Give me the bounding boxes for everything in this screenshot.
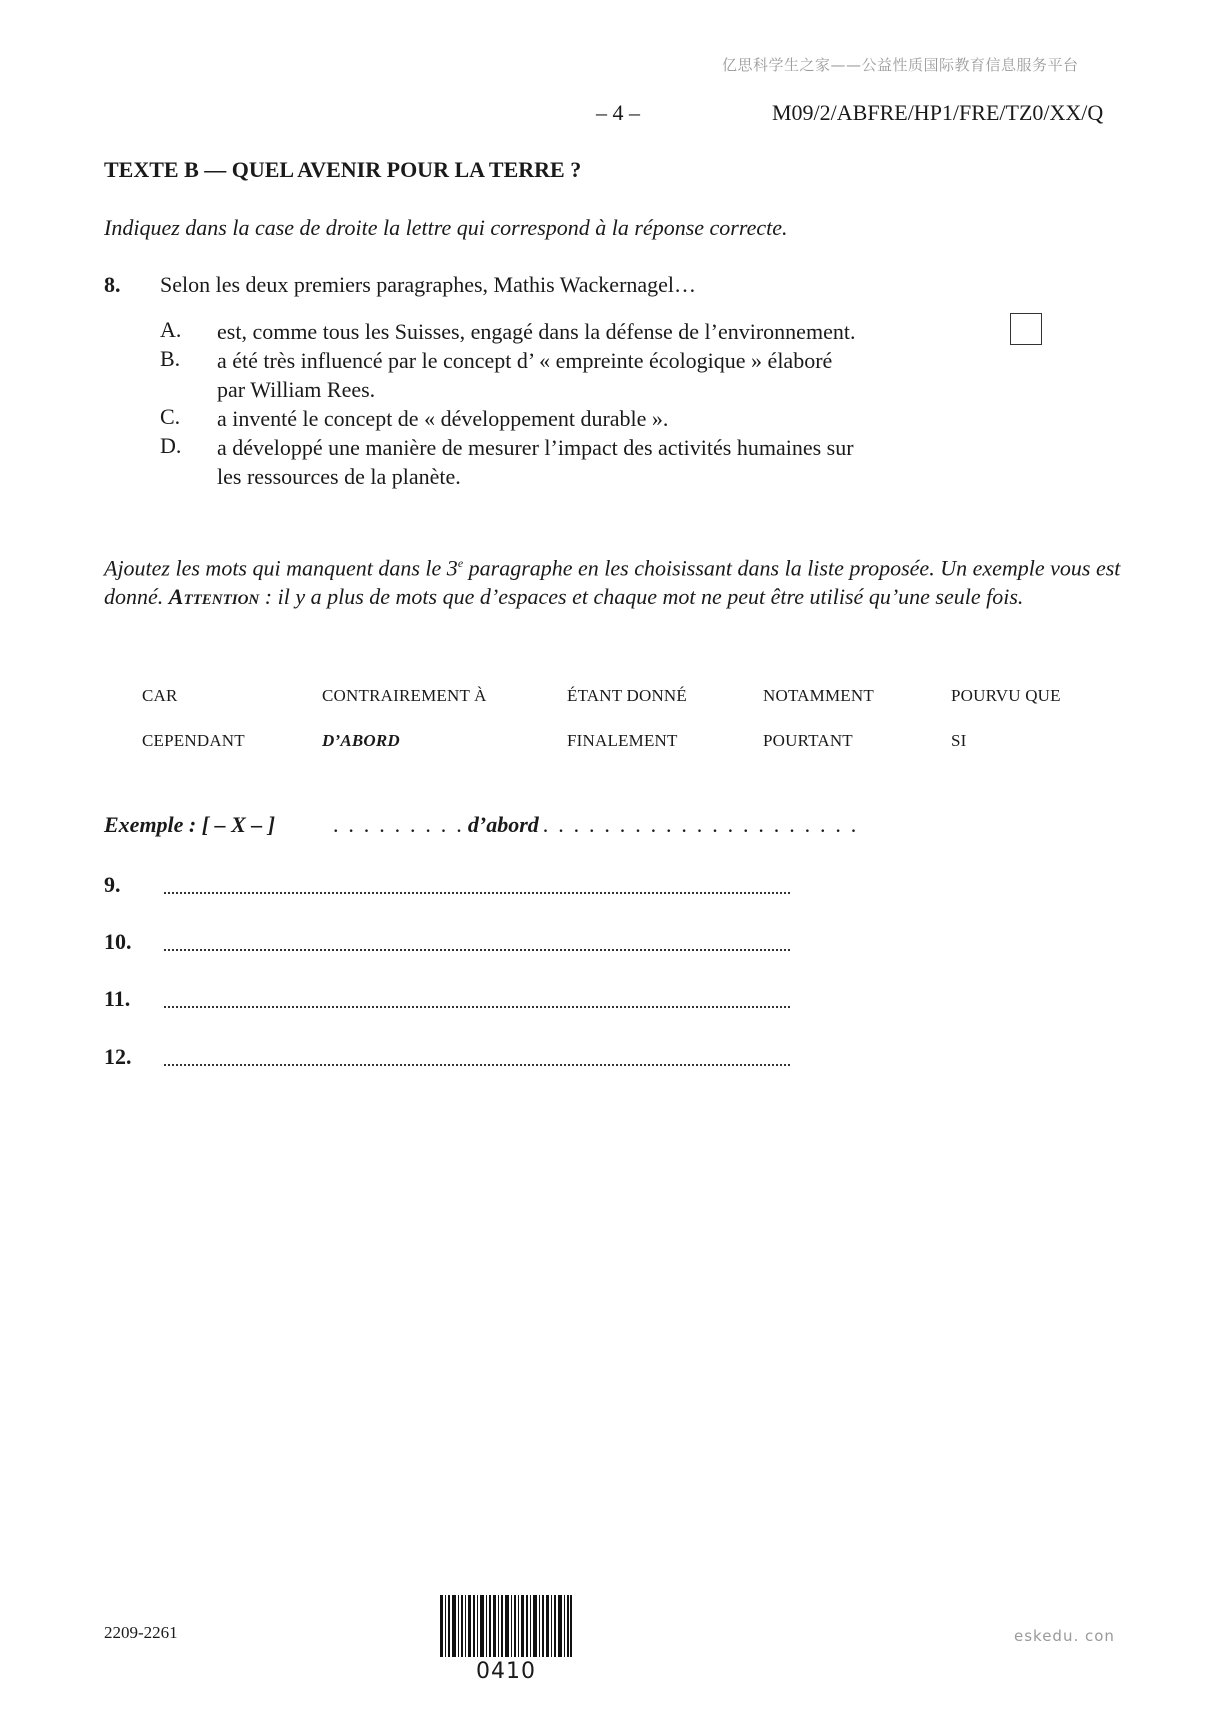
option-letter-d: D. bbox=[160, 433, 182, 458]
word-finalement: FINALEMENT bbox=[567, 731, 678, 750]
option-text-d-line2: les ressources de la planète. bbox=[217, 464, 461, 489]
exam-code: M09/2/ABFRE/HP1/FRE/TZ0/XX/Q bbox=[772, 100, 1104, 125]
word-pourvu-que: POURVU QUE bbox=[951, 686, 1061, 705]
footer-code: 2209-2261 bbox=[104, 1623, 178, 1642]
option-text-b-line2: par William Rees. bbox=[217, 377, 376, 402]
barcode-image bbox=[440, 1595, 572, 1657]
word-cependant: CEPENDANT bbox=[142, 731, 245, 750]
example-answer: . . . . . . . . . d’abord . . . . . . . . . . . . . . . . . . . . . bbox=[333, 812, 859, 837]
top-watermark: 亿思科学生之家——公益性质国际教育信息服务平台 bbox=[722, 56, 1079, 74]
word-contrairement-a: CONTRAIREMENT À bbox=[322, 686, 487, 705]
barcode-number: 0410 bbox=[476, 1659, 536, 1684]
instruction-text: Indiquez dans la case de droite la lettre qui correspond à la réponse correcte. bbox=[104, 215, 788, 240]
answer-number-12: 12. bbox=[104, 1044, 132, 1069]
answer-number-11: 11. bbox=[104, 986, 131, 1011]
attention-label: Attention bbox=[168, 584, 260, 610]
option-letter-a: A. bbox=[160, 317, 182, 342]
answer-number-10: 10. bbox=[104, 929, 132, 954]
answer-line-11[interactable] bbox=[164, 1004, 790, 1008]
option-text-d-line1: a développé une manière de mesurer l’impact des activités humaines sur bbox=[217, 435, 854, 460]
word-si: SI bbox=[951, 731, 967, 750]
option-letter-b: B. bbox=[160, 346, 181, 371]
option-text-a: est, comme tous les Suisses, engagé dans la défense de l’environnement. bbox=[217, 319, 856, 344]
fill-in-instruction: Ajoutez les mots qui manquent dans le 3e paragraphe en les choisissant dans la liste proposée. Un exemple vous est donné. Attention : il y a plus de mots que d’espaces et chaque mot ne peut être utilisé qu’une seule fois. bbox=[104, 555, 1121, 610]
answer-line-12[interactable] bbox=[164, 1062, 790, 1066]
option-letter-c: C. bbox=[160, 404, 181, 429]
example-label: Exemple : [ – X – ] bbox=[104, 812, 276, 837]
option-text-c: a inventé le concept de « développement durable ». bbox=[217, 406, 669, 431]
page-number: – 4 – bbox=[596, 100, 640, 125]
question-text: Selon les deux premiers paragraphes, Mathis Wackernagel… bbox=[160, 272, 697, 297]
answer-box[interactable] bbox=[1010, 313, 1042, 345]
word-notamment: NOTAMMENT bbox=[763, 686, 874, 705]
word-etant-donne: ÉTANT DONNÉ bbox=[567, 686, 687, 705]
answer-number-9: 9. bbox=[104, 872, 121, 897]
question-number: 8. bbox=[104, 272, 121, 297]
answer-line-10[interactable] bbox=[164, 947, 790, 951]
answer-line-9[interactable] bbox=[164, 890, 790, 894]
section-title: TEXTE B — QUEL AVENIR POUR LA TERRE ? bbox=[104, 157, 582, 182]
word-car: CAR bbox=[142, 686, 178, 705]
option-text-b-line1: a été très influencé par le concept d’ « empreinte écologique » élaboré bbox=[217, 348, 833, 373]
bottom-watermark: eskedu. con bbox=[1014, 1627, 1115, 1645]
word-pourtant: POURTANT bbox=[763, 731, 853, 750]
word-dabord: D’ABORD bbox=[322, 731, 400, 750]
